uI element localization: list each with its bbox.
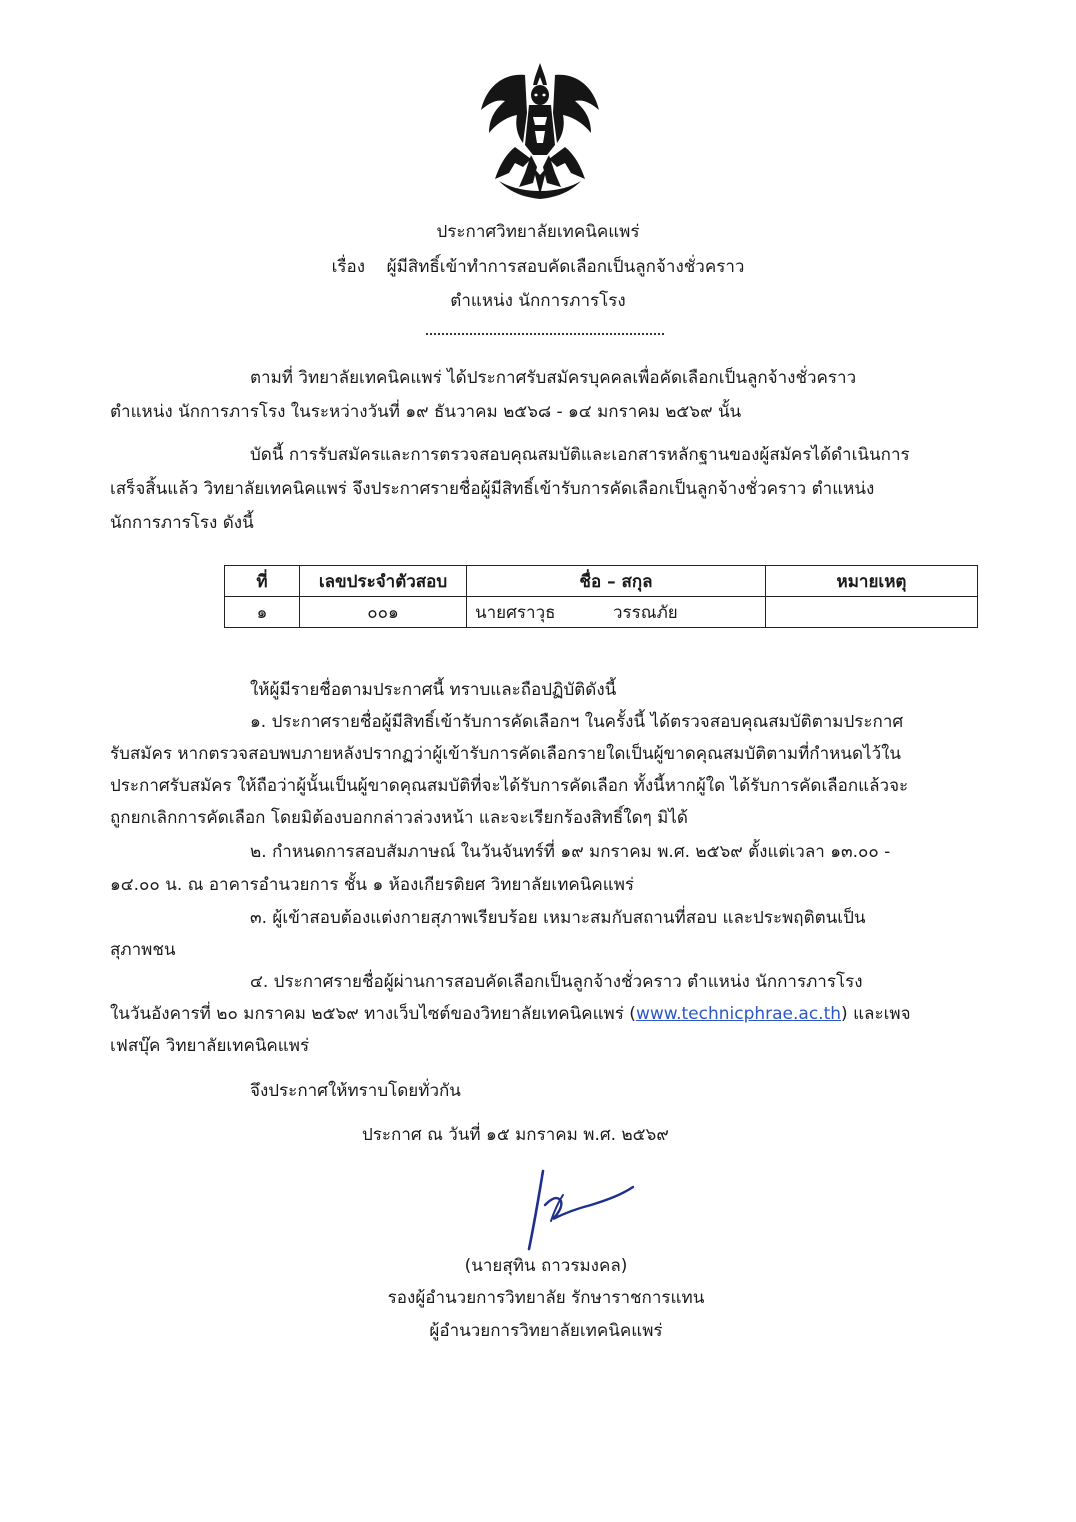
instruction-1: ๑. ประกาศรายชื่อผู้มีสิทธิ์เข้ารับการคัดเลือกฯ ในครั้งนี้ ได้ตรวจสอบคุณสมบัติตามประกาศ	[250, 712, 904, 732]
instruction-1: ถูกยกเลิกการคัดเลือก โดยมิต้องบอกกล่าวล่วงหน้า และจะเรียกร้องสิทธิ์ใดๆ มิได้	[110, 808, 688, 828]
divider	[426, 333, 664, 335]
col-header-note: หมายเหตุ	[766, 566, 978, 597]
cell-name	[467, 597, 766, 628]
announcement-subject	[0, 253, 1076, 280]
instruction-4: เฟสบุ๊ค วิทยาลัยเทคนิคแพร่	[110, 1036, 310, 1056]
announce-date: ประกาศ ณ วันที่ ๑๕ มกราคม พ.ศ. ๒๕๖๙	[362, 1125, 669, 1145]
subject-text: ผู้มีสิทธิ์เข้าทำการสอบคัดเลือกเป็นลูกจ้างชั่วคราว	[386, 257, 745, 277]
instruction-1: ประกาศรับสมัคร ให้ถือว่าผู้นั้นเป็นผู้ขาดคุณสมบัติที่จะได้รับการคัดเลือก ทั้งนี้หากผู้ใด ได้รับการคัดเลือกแล้วจะ	[110, 776, 909, 796]
col-header-no: ที่	[225, 566, 300, 597]
intro-line: ตามที่ วิทยาลัยเทคนิคแพร่ ได้ประกาศรับสมัครบุคคลเพื่อคัดเลือกเป็นลูกจ้างชั่วคราว	[250, 368, 857, 388]
announcement-title: ประกาศวิทยาลัยเทคนิคแพร่	[436, 222, 640, 242]
table-row	[225, 597, 978, 628]
subject-label: เรื่อง	[331, 257, 366, 277]
cell-note	[766, 597, 978, 628]
cell-no: ๑	[225, 597, 300, 628]
garuda-emblem-icon	[475, 55, 605, 205]
signer-name: (นายสุทิน ถาวรมงคล)	[464, 1256, 628, 1276]
instruction-4	[110, 1000, 911, 1027]
instruction-4: ๔. ประกาศรายชื่อผู้ผ่านการสอบคัดเลือกเป็นลูกจ้างชั่วคราว ตำแหน่ง นักการภารโรง	[250, 972, 863, 992]
signer-title: ผู้อำนวยการวิทยาลัยเทคนิคแพร่	[429, 1321, 663, 1341]
intro-line: ตำแหน่ง นักการภารโรง ในระหว่างวันที่ ๑๙ ธันวาคม ๒๕๖๘ - ๑๔ มกราคม ๒๕๖๙ นั้น	[110, 402, 742, 422]
intro-line: เสร็จสิ้นแล้ว วิทยาลัยเทคนิคแพร่ จึงประกาศรายชื่อผู้มีสิทธิ์เข้ารับการคัดเลือกเป็นลูกจ้างชั่วคราว ตำแหน่ง	[110, 479, 875, 499]
candidate-table	[224, 565, 978, 628]
instruction-4-text: ในวันอังคารที่ ๒๐ มกราคม ๒๕๖๙ ทางเว็บไซต์ของวิทยาลัยเทคนิคแพร่ (	[110, 1004, 636, 1024]
col-header-exam-id: เลขประจำตัวสอบ	[300, 566, 467, 597]
instruction-3: สุภาพชน	[110, 940, 176, 960]
intro-line: บัดนี้ การรับสมัครและการตรวจสอบคุณสมบัติและเอกสารหลักฐานของผู้สมัครได้ดำเนินการ	[250, 445, 910, 465]
instruction-3: ๓. ผู้เข้าสอบต้องแต่งกายสุภาพเรียบร้อย เหมาะสมกับสถานที่สอบ และประพฤติตนเป็น	[250, 908, 866, 928]
signer-title: รองผู้อำนวยการวิทยาลัย รักษาราชการแทน	[387, 1288, 705, 1308]
website-link[interactable]: www.technicphrae.ac.th	[635, 1004, 842, 1024]
last-name: วรรณภัย	[613, 602, 678, 623]
table-header-row	[225, 566, 978, 597]
first-name: นายศราวุธ	[475, 602, 556, 623]
instructions-intro: ให้ผู้มีรายชื่อตามประกาศนี้ ทราบและถือปฏิบัติดังนี้	[250, 680, 617, 700]
instruction-1: รับสมัคร หากตรวจสอบพบภายหลังปรากฏว่าผู้เข้ารับการคัดเลือกรายใดเป็นผู้ขาดคุณสมบัติตามที่กำหนดไว้ใน	[110, 744, 902, 764]
cell-exam-id: ๐๐๑	[300, 597, 467, 628]
instruction-2: ๑๔.๐๐ น. ณ อาคารอำนวยการ ชั้น ๑ ห้องเกียรติยศ วิทยาลัยเทคนิคแพร่	[110, 875, 635, 895]
instruction-4-text: ) และเพจ	[841, 1004, 911, 1024]
intro-line: นักการภารโรง ดังนี้	[110, 513, 254, 533]
closing-announce: จึงประกาศให้ทราบโดยทั่วกัน	[250, 1081, 461, 1101]
instruction-2: ๒. กำหนดการสอบสัมภาษณ์ ในวันจันทร์ที่ ๑๙ มกราคม พ.ศ. ๒๕๖๙ ตั้งแต่เวลา ๑๓.๐๐ -	[250, 842, 891, 862]
position-title: ตำแหน่ง นักการภารโรง	[450, 291, 626, 311]
col-header-name: ชื่อ – สกุล	[467, 566, 766, 597]
handwritten-signature	[515, 1165, 645, 1255]
